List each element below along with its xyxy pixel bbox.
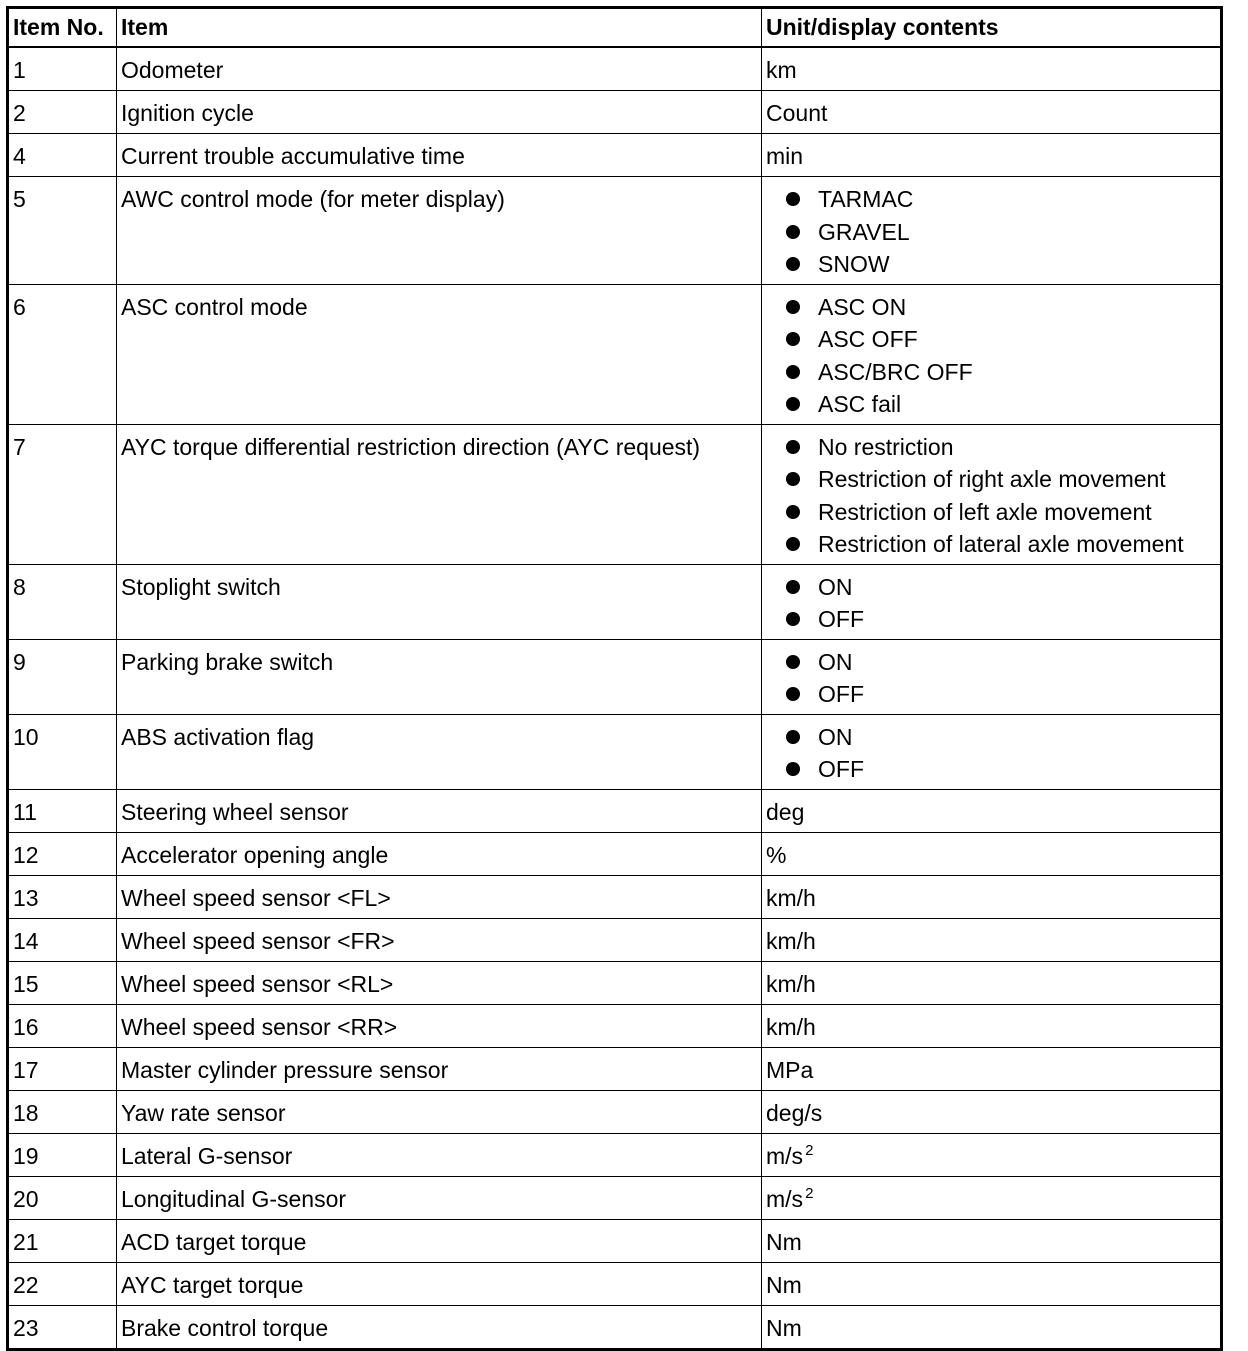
unit-label: km/h xyxy=(766,927,816,954)
display-option-item xyxy=(786,356,1216,389)
table-row xyxy=(8,875,1222,918)
item-number-cell: 15 xyxy=(8,961,117,1004)
display-option-label: ASC OFF xyxy=(818,326,918,353)
item-name-cell: Longitudinal G-sensor xyxy=(117,1176,762,1219)
data-monitor-table xyxy=(6,6,1223,1351)
display-option-label: OFF xyxy=(818,681,864,708)
item-number-cell: 18 xyxy=(8,1090,117,1133)
bullet-icon xyxy=(786,332,800,346)
display-option-label: Restriction of lateral axle movement xyxy=(818,531,1184,558)
item-number-cell: 10 xyxy=(8,714,117,789)
display-option-item xyxy=(786,183,1216,216)
unit-display-cell xyxy=(762,714,1222,789)
table-row xyxy=(8,47,1222,91)
item-number-cell: 4 xyxy=(8,134,117,177)
display-option-item xyxy=(786,678,1216,711)
unit-display-cell xyxy=(762,918,1222,961)
unit-label: km/h xyxy=(766,1013,816,1040)
unit-display-cell xyxy=(762,564,1222,639)
item-number-cell: 14 xyxy=(8,918,117,961)
table-row xyxy=(8,424,1222,564)
table-row xyxy=(8,284,1222,424)
table-row xyxy=(8,91,1222,134)
display-option-label: ASC fail xyxy=(818,391,902,418)
display-options-list xyxy=(766,291,1216,421)
unit-display-cell xyxy=(762,1004,1222,1047)
display-option-item xyxy=(786,431,1216,464)
unit-display-cell xyxy=(762,177,1222,285)
item-number-cell: 5 xyxy=(8,177,117,285)
bullet-icon xyxy=(786,730,800,744)
unit-label: % xyxy=(766,841,787,868)
unit-label: Nm xyxy=(766,1271,802,1298)
item-name-cell: Stoplight switch xyxy=(117,564,762,639)
display-options-list xyxy=(766,431,1216,561)
item-number-cell: 19 xyxy=(8,1133,117,1176)
bullet-icon xyxy=(786,300,800,314)
unit-label: Nm xyxy=(766,1314,802,1341)
item-number-cell: 7 xyxy=(8,424,117,564)
bullet-icon xyxy=(786,365,800,379)
item-number-cell: 23 xyxy=(8,1305,117,1349)
item-name-cell: AWC control mode (for meter display) xyxy=(117,177,762,285)
header-unit-display-contents: Unit/display contents xyxy=(762,8,1222,48)
unit-label: m/s xyxy=(766,1185,804,1212)
display-option-label: ON xyxy=(818,723,853,750)
display-option-label: ON xyxy=(818,573,853,600)
item-name-cell: Lateral G-sensor xyxy=(117,1133,762,1176)
table-row xyxy=(8,564,1222,639)
item-number-cell: 8 xyxy=(8,564,117,639)
unit-display-cell xyxy=(762,1305,1222,1349)
item-name-cell: Ignition cycle xyxy=(117,91,762,134)
table-row xyxy=(8,1004,1222,1047)
unit-display-cell xyxy=(762,91,1222,134)
unit-display-cell xyxy=(762,1133,1222,1176)
item-name-cell: AYC torque differential restriction direction (AYC request) xyxy=(117,424,762,564)
unit-superscript: 2 xyxy=(805,1184,814,1202)
table-row xyxy=(8,832,1222,875)
table-row xyxy=(8,177,1222,285)
item-name-cell: Brake control torque xyxy=(117,1305,762,1349)
display-option-item xyxy=(786,463,1216,496)
item-number-cell: 21 xyxy=(8,1219,117,1262)
table-row xyxy=(8,918,1222,961)
unit-display-cell xyxy=(762,1219,1222,1262)
unit-display-cell xyxy=(762,134,1222,177)
item-name-cell: Wheel speed sensor <FL> xyxy=(117,875,762,918)
table-row xyxy=(8,714,1222,789)
unit-display-cell xyxy=(762,1047,1222,1090)
unit-label: Count xyxy=(766,100,828,126)
display-option-label: GRAVEL xyxy=(818,218,910,245)
bullet-icon xyxy=(786,762,800,776)
item-name-cell: Wheel speed sensor <FR> xyxy=(117,918,762,961)
table-row xyxy=(8,1090,1222,1133)
item-name-cell: Accelerator opening angle xyxy=(117,832,762,875)
bullet-icon xyxy=(786,612,800,626)
bullet-icon xyxy=(786,580,800,594)
bullet-icon xyxy=(786,225,800,239)
display-option-label: TARMAC xyxy=(818,186,914,213)
item-name-cell: AYC target torque xyxy=(117,1262,762,1305)
unit-display-cell xyxy=(762,875,1222,918)
bullet-icon xyxy=(786,505,800,519)
unit-label: km/h xyxy=(766,884,816,911)
display-options-list xyxy=(766,571,1216,636)
table-row xyxy=(8,1219,1222,1262)
unit-display-cell xyxy=(762,1262,1222,1305)
display-option-item xyxy=(786,248,1216,281)
table-body xyxy=(8,47,1222,1349)
unit-display-cell xyxy=(762,47,1222,91)
display-option-label: SNOW xyxy=(818,251,890,278)
display-option-item xyxy=(786,496,1216,529)
display-option-item xyxy=(786,571,1216,604)
display-option-item xyxy=(786,216,1216,249)
display-option-label: ON xyxy=(818,648,853,675)
unit-display-cell xyxy=(762,789,1222,832)
item-name-cell: Master cylinder pressure sensor xyxy=(117,1047,762,1090)
bullet-icon xyxy=(786,192,800,206)
unit-label: deg/s xyxy=(766,1099,823,1126)
display-option-item xyxy=(786,388,1216,421)
unit-display-cell xyxy=(762,961,1222,1004)
unit-display-cell xyxy=(762,1176,1222,1219)
table-row xyxy=(8,639,1222,714)
display-option-label: No restriction xyxy=(818,433,954,460)
bullet-icon xyxy=(786,257,800,271)
item-number-cell: 16 xyxy=(8,1004,117,1047)
display-option-item xyxy=(786,603,1216,636)
table-row xyxy=(8,1047,1222,1090)
item-number-cell: 2 xyxy=(8,91,117,134)
header-item-no: Item No. xyxy=(8,8,117,48)
item-number-cell: 13 xyxy=(8,875,117,918)
unit-display-cell xyxy=(762,424,1222,564)
table-row xyxy=(8,134,1222,177)
item-name-cell: Yaw rate sensor xyxy=(117,1090,762,1133)
display-options-list xyxy=(766,183,1216,281)
item-name-cell: Wheel speed sensor <RR> xyxy=(117,1004,762,1047)
display-option-item xyxy=(786,721,1216,754)
bullet-icon xyxy=(786,655,800,669)
display-option-item xyxy=(786,291,1216,324)
unit-label: m/s xyxy=(766,1142,804,1169)
unit-display-cell xyxy=(762,284,1222,424)
display-option-item xyxy=(786,646,1216,679)
item-number-cell: 11 xyxy=(8,789,117,832)
item-number-cell: 6 xyxy=(8,284,117,424)
item-number-cell: 9 xyxy=(8,639,117,714)
unit-display-cell xyxy=(762,1090,1222,1133)
unit-superscript: 2 xyxy=(805,1141,814,1159)
item-name-cell: Wheel speed sensor <RL> xyxy=(117,961,762,1004)
item-name-cell: ABS activation flag xyxy=(117,714,762,789)
display-option-item xyxy=(786,323,1216,356)
bullet-icon xyxy=(786,472,800,486)
unit-label: km xyxy=(766,57,797,83)
bullet-icon xyxy=(786,687,800,701)
item-number-cell: 17 xyxy=(8,1047,117,1090)
unit-label: MPa xyxy=(766,1056,814,1083)
display-option-item xyxy=(786,528,1216,561)
display-option-label: Restriction of right axle movement xyxy=(818,466,1166,493)
display-option-label: OFF xyxy=(818,606,864,633)
item-number-cell: 20 xyxy=(8,1176,117,1219)
item-number-cell: 12 xyxy=(8,832,117,875)
display-option-label: ASC ON xyxy=(818,293,907,320)
display-option-label: OFF xyxy=(818,756,864,783)
unit-label: min xyxy=(766,143,804,169)
table-header xyxy=(8,8,1222,48)
header-item: Item xyxy=(117,8,762,48)
display-option-label: ASC/BRC OFF xyxy=(818,358,973,385)
table-row xyxy=(8,1305,1222,1349)
table-row xyxy=(8,1262,1222,1305)
table-row xyxy=(8,789,1222,832)
item-name-cell: Current trouble accumulative time xyxy=(117,134,762,177)
table-row xyxy=(8,961,1222,1004)
display-option-label: Restriction of left axle movement xyxy=(818,498,1152,525)
unit-label: deg xyxy=(766,798,805,825)
unit-display-cell xyxy=(762,832,1222,875)
display-options-list xyxy=(766,646,1216,711)
item-number-cell: 22 xyxy=(8,1262,117,1305)
bullet-icon xyxy=(786,440,800,454)
display-options-list xyxy=(766,721,1216,786)
item-name-cell: ASC control mode xyxy=(117,284,762,424)
table-row xyxy=(8,1133,1222,1176)
item-name-cell: Steering wheel sensor xyxy=(117,789,762,832)
item-number-cell: 1 xyxy=(8,47,117,91)
data-monitor-table-container xyxy=(6,6,1220,1351)
bullet-icon xyxy=(786,537,800,551)
unit-label: Nm xyxy=(766,1228,802,1255)
item-name-cell: Parking brake switch xyxy=(117,639,762,714)
item-name-cell: ACD target torque xyxy=(117,1219,762,1262)
unit-label: km/h xyxy=(766,970,816,997)
display-option-item xyxy=(786,753,1216,786)
table-row xyxy=(8,1176,1222,1219)
bullet-icon xyxy=(786,397,800,411)
item-name-cell: Odometer xyxy=(117,47,762,91)
unit-display-cell xyxy=(762,639,1222,714)
header-row xyxy=(8,8,1222,48)
